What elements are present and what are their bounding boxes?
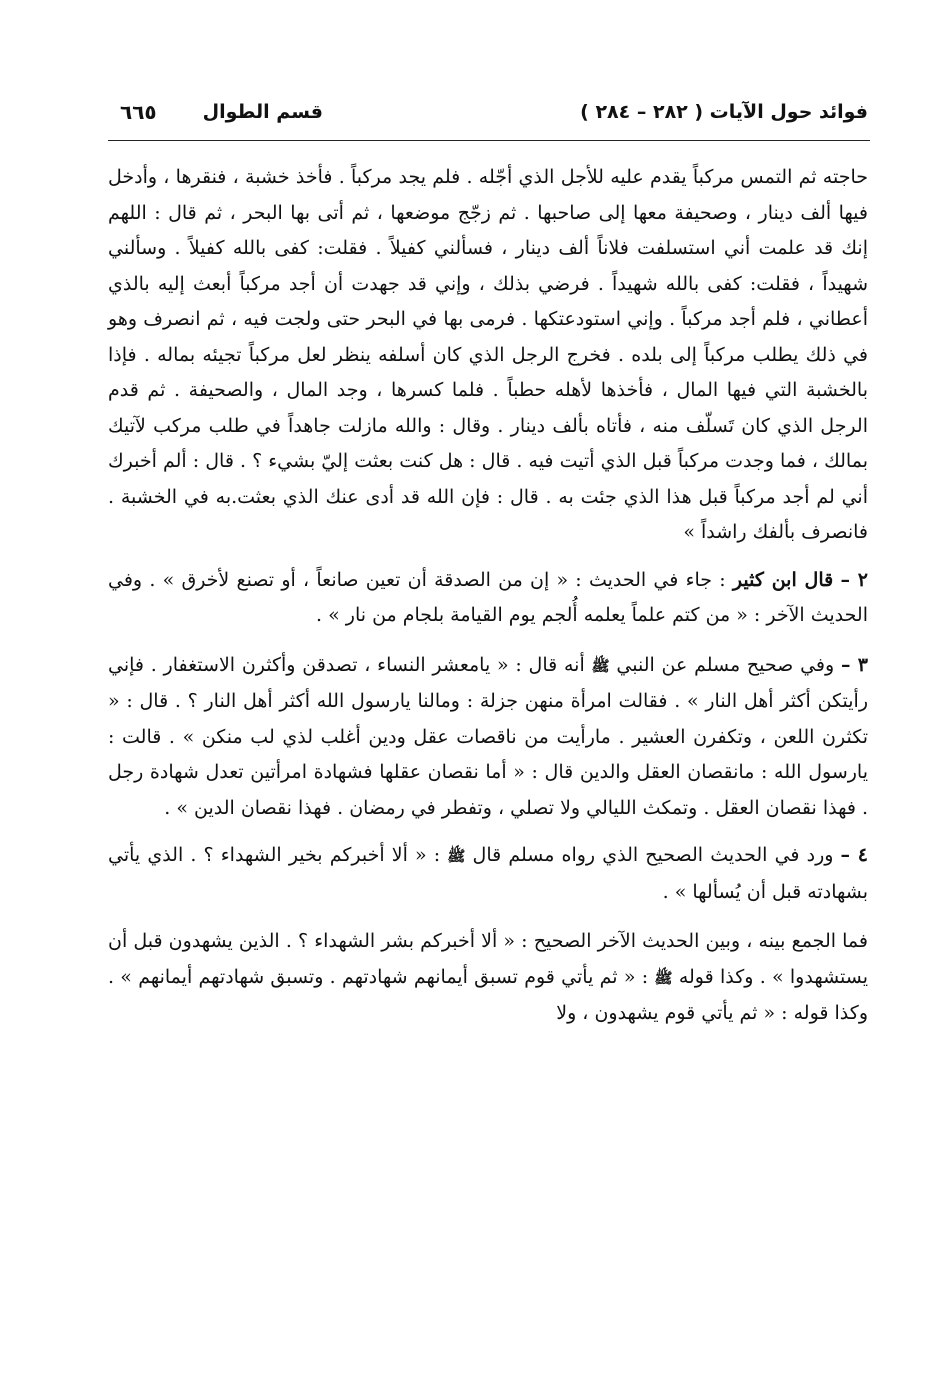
page-header bbox=[120, 92, 868, 132]
paragraph-spacer bbox=[108, 826, 868, 838]
paragraph-spacer bbox=[108, 634, 868, 648]
paragraph-spacer bbox=[108, 551, 868, 563]
running-title: فوائد حول الآيات ( ٢٨٢ – ٢٨٤ ) bbox=[580, 101, 868, 123]
paragraph-5-text-b: : « ثم يأتي قوم تسبق أيمانهم شهادتهم . وتسبق شهادتهم أيمانهم » . وكذا قوله : « ثم يأتي قوم يشهدون ، ولا bbox=[108, 965, 868, 1024]
paragraph-5-text-a: فما الجمع بينه ، وبين الحديث الآخر الصحيح : « ألا أخبركم بشر الشهداء ؟ . الذين يشهدون قبل أن يستشهدوا » . وكذا قوله bbox=[108, 930, 869, 988]
paragraph-spacer bbox=[108, 910, 868, 924]
item-number-4: ٤ – bbox=[840, 844, 868, 866]
paragraph-1: حاجته ثم التمس مركباً يقدم عليه للأجل الذي أجّله . فلم يجد مركباً . فأخذ خشبة ، فنقرها ، وأدخل فيها ألف دينار ، وصحيفة معها إلى صاحبها . ثم زجّج موضعها ، ثم أتى بها البحر ، ثم قال : اللهم إنك قد علمت أني استسلفت فلاناً ألف دينار ، فسألني كفيلاً . فقلت: كفى بالله كفيلاً . وسألني شهيداً ، فقلت: كفى بالله شهيداً . فرضي بذلك ، وإني قد جهدت أن أجد مركباً أبعث إليه بالذي أعطاني ، فلم أجد مركباً . وإني استودعتكها . فرمى بها في البحر حتى ولجت فيه ، ثم انصرف وهو في ذلك يطلب مركباً إلى بلده . فخرج الرجل الذي كان أسلفه ينظر لعل مركباً تجيئه بماله . فإذا بالخشبة التي فيها المال ، فأخذها لأهله حطباً . فلما كسرها ، وجد المال ، والصحيفة . ثم قدم الرجل الذي كان تَسلّف منه ، فأتاه بألف دينار . وقال : والله مازلت جاهداً في طلب مركب لآتيك بمالك ، فما وجدت مركباً قبل الذي أتيت فيه . قال : هل كنت بعثت إليّ بشيء ؟ . قال : ألم أخبرك أني لم أجد مركباً قبل هذا الذي جئت به . قال : فإن الله قد أدى عنك الذي بعثت.به في الخشبة . فانصرف بألفك راشداً » bbox=[108, 166, 868, 543]
paragraph-3-text-a: وفي صحيح مسلم عن النبي bbox=[616, 653, 835, 676]
paragraph-4-text-b: : « ألا أخبركم بخير الشهداء ؟ . الذي يأتي بشهادته قبل أن يُسألها » . bbox=[108, 844, 868, 903]
paragraph-3-text-b: أنه قال : « يامعشر النساء ، تصدقن وأكثرن الاستغفار . فإني رأيتكن أكثر أهل النار » . فقالت امرأة منهن جزلة : ومالنا يارسول الله أكثر أهل النار ؟ . قال : « تكثرن اللعن ، وتكفرن العشير . مارأيت من ناقصات عقل ودين أغلب لذي لب منكن » . قالت : يارسول الله : مانقصان العقل والدين قال : « أما نقصان عقلها فشهادة امرأتين تعدل شهادة رجل . فهذا نقصان العقل . وتمكث الليالي ولا تصلي ، وتفطر في رمضان . فهذا نقصان الدين » . bbox=[108, 653, 868, 819]
salutation-symbol: ﷺ bbox=[447, 847, 466, 865]
page-number: ٦٦٥ bbox=[120, 100, 157, 124]
page-body bbox=[108, 160, 868, 1032]
quoted-author: قال ابن كثير bbox=[732, 568, 834, 591]
item-number-2: ٢ – bbox=[840, 568, 868, 591]
paragraph-2-text: : جاء في الحديث : « إن من الصدقة أن تعين صانعاً ، أو تصنع لأخرق » . وفي الحديث الآخر : « من كتم علماً يعلمه أُلجم يوم القيامة بلجام من نار » . bbox=[108, 568, 868, 626]
header-left-group bbox=[120, 100, 323, 124]
section-name: قسم الطوال bbox=[202, 101, 323, 123]
paragraph-4-text-a: ورد في الحديث الصحيح الذي رواه مسلم قال bbox=[472, 844, 834, 866]
salutation-symbol: ﷺ bbox=[654, 968, 673, 987]
paragraph-4 bbox=[108, 838, 868, 910]
paragraph-5 bbox=[108, 924, 868, 1032]
paragraph-2 bbox=[108, 563, 868, 634]
paragraph-3 bbox=[108, 648, 868, 827]
salutation-symbol: ﷺ bbox=[591, 656, 610, 675]
header-divider bbox=[108, 140, 870, 141]
item-number-3: ٣ – bbox=[840, 653, 868, 676]
